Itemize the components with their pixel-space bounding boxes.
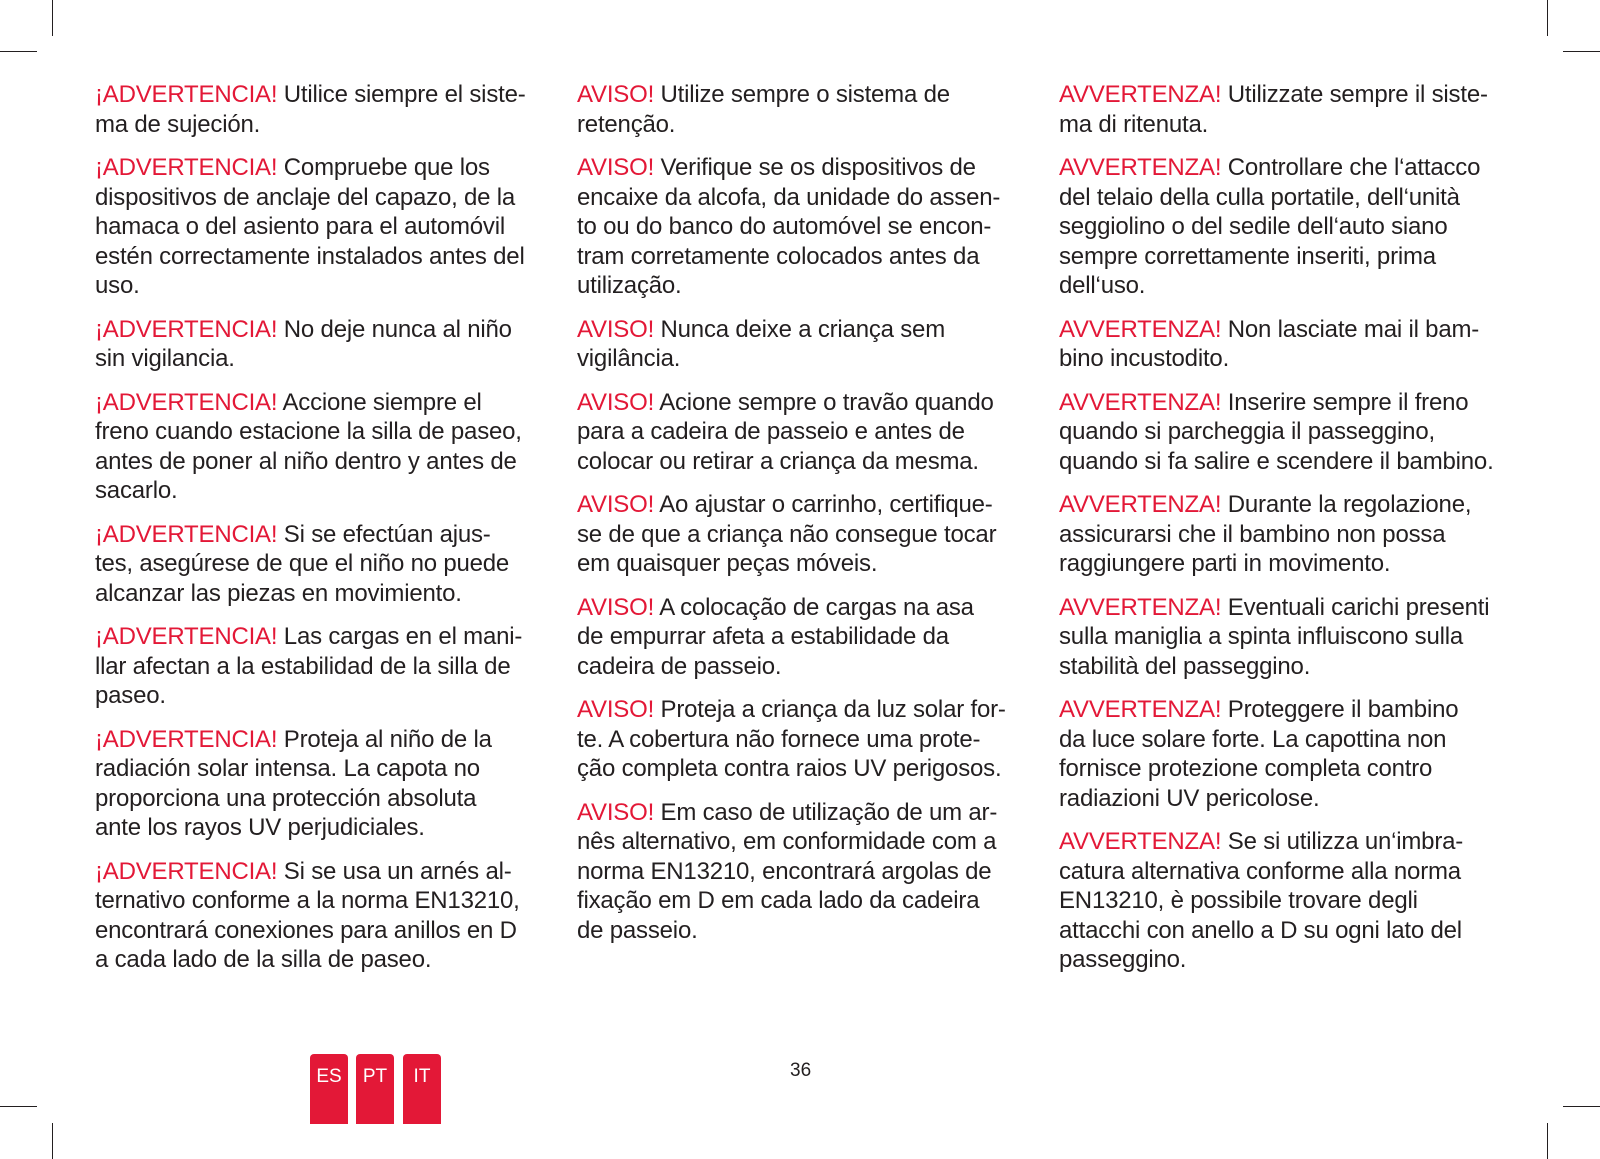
warning-label: ¡ADVERTENCIA! <box>95 315 278 343</box>
warning-paragraph <box>1059 593 1509 682</box>
warning-paragraph <box>577 153 1027 301</box>
warning-paragraph <box>1059 695 1509 813</box>
warning-label: ¡ADVERTENCIA! <box>95 857 278 885</box>
warning-text: Las cargas en el mani- llar afectan a la estabilidad de la silla de paseo. <box>95 623 523 709</box>
warning-label: AVVERTENZA! <box>1059 696 1222 723</box>
column-portuguese <box>577 80 1027 959</box>
warning-text: Utilice siempre el siste- ma de sujeción. <box>95 81 526 138</box>
warning-paragraph <box>1059 315 1509 374</box>
warning-text: Utilize sempre o sistema de retenção. <box>577 81 950 138</box>
warning-paragraph <box>577 695 1027 784</box>
warning-text: Accione siempre el freno cuando estacione la silla de paseo, antes de poner al niño dentro y antes de sacarlo. <box>95 388 522 504</box>
warning-paragraph <box>577 490 1027 579</box>
warning-label: AVISO! <box>577 388 655 416</box>
warning-label: AVVERTENZA! <box>1059 154 1222 181</box>
warning-label: AVVERTENZA! <box>1059 593 1222 621</box>
warning-label: ¡ADVERTENCIA! <box>95 725 278 753</box>
warning-text: Proteggere il bambino da luce solare forte. La capottina non fornisce protezione completa contro radiazioni UV pericolose. <box>1059 696 1459 812</box>
warning-text: Compruebe que los dispositivos de anclaje del capazo, de la hamaca o del asiento para el automóvil estén correctamente instalados antes del uso. <box>95 154 525 299</box>
warning-label: AVVERTENZA! <box>1059 491 1222 518</box>
column-spanish <box>95 80 545 989</box>
crop-mark <box>1563 51 1600 52</box>
warning-paragraph <box>95 388 545 506</box>
warning-paragraph <box>1059 827 1509 975</box>
warning-paragraph <box>577 798 1027 946</box>
warning-text: Acione sempre o travão quando para a cadeira de passeio e antes de colocar ou retirar a criança da mesma. <box>577 388 994 475</box>
warning-paragraph <box>95 153 545 301</box>
warning-label: ¡ADVERTENCIA! <box>95 81 278 108</box>
crop-mark <box>0 51 37 52</box>
warning-label: ¡ADVERTENCIA! <box>95 388 278 416</box>
warning-paragraph <box>577 315 1027 374</box>
warning-text: Proteja a criança da luz solar for- te. A cobertura não fornece uma prote- ção completa contra raios UV perigosos. <box>577 696 1006 782</box>
warning-paragraph <box>95 80 545 139</box>
warning-label: AVVERTENZA! <box>1059 388 1222 416</box>
warning-label: AVISO! <box>577 81 655 108</box>
warning-text: Durante la regolazione, assicurarsi che il bambino non possa raggiungere parti in movimento. <box>1059 491 1472 577</box>
crop-mark <box>1563 1106 1600 1107</box>
warning-paragraph <box>1059 153 1509 301</box>
warning-text: Si se efectúan ajus- tes, asegúrese de que el niño no puede alcanzar las piezas en movimiento. <box>95 520 510 607</box>
warning-paragraph <box>1059 80 1509 139</box>
warning-paragraph <box>95 315 545 374</box>
warning-text: Utilizzate sempre il siste- ma di ritenuta. <box>1059 81 1488 138</box>
crop-mark <box>1547 0 1548 36</box>
warning-label: AVISO! <box>577 593 655 621</box>
warning-text: Verifique se os dispositivos de encaixe da alcofa, da unidade do assen- to ou do banco do automóvel se encon- tram corretamente colocados antes da utilização. <box>577 154 1001 299</box>
warning-paragraph <box>577 388 1027 477</box>
warning-paragraph <box>95 725 545 843</box>
warning-label: ¡ADVERTENCIA! <box>95 154 278 181</box>
warning-label: AVVERTENZA! <box>1059 81 1222 108</box>
crop-mark <box>0 1106 37 1107</box>
warning-text: Eventuali carichi presenti sulla maniglia a spinta influiscono sulla stabilità del passeggino. <box>1059 593 1490 680</box>
warning-label: AVISO! <box>577 798 655 826</box>
page-number: 36 <box>790 1060 812 1081</box>
column-italian <box>1059 80 1509 989</box>
warning-label: ¡ADVERTENCIA! <box>95 520 278 548</box>
warning-text: No deje nunca al niño sin vigilancia. <box>95 315 512 372</box>
crop-mark <box>1547 1123 1548 1159</box>
warning-label: ¡ADVERTENCIA! <box>95 623 278 650</box>
warning-text: Proteja al niño de la radiación solar intensa. La capota no proporciona una protección absoluta ante los rayos UV perjudiciales. <box>95 725 492 841</box>
warning-text: Ao ajustar o carrinho, certifique- se de que a criança não consegue tocar em quaisquer peças móveis. <box>577 491 997 577</box>
warning-text: Si se usa un arnés al- ternativo conforme a la norma EN13210, encontrará conexiones para anillos en D a cada lado de la silla de paseo. <box>95 857 520 973</box>
warning-paragraph <box>95 622 545 711</box>
warning-text: Non lasciate mai il bam- bino incustodito. <box>1059 315 1480 372</box>
warning-text: Nunca deixe a criança sem vigilância. <box>577 315 945 372</box>
warning-text: A colocação de cargas na asa de empurrar afeta a estabilidade da cadeira de passeio. <box>577 593 974 680</box>
warning-label: AVISO! <box>577 491 655 518</box>
warning-text: Em caso de utilização de um ar- nês alternativo, em conformidade com a norma EN13210, encontrará argolas de fixação em D em cada lado da cadeira de passeio. <box>577 798 998 944</box>
warning-paragraph <box>95 520 545 609</box>
warning-text: Inserire sempre il freno quando si parcheggia il passeggino, quando si fa salire e scendere il bambino. <box>1059 388 1494 475</box>
warning-paragraph <box>1059 388 1509 477</box>
warning-text: Se si utilizza un‘imbra- catura alternativa conforme alla norma EN13210, è possibile trovare degli attacchi con anello a D su ogni lato del passeggino. <box>1059 828 1464 973</box>
warning-label: AVISO! <box>577 696 655 723</box>
crop-mark <box>52 1123 53 1159</box>
language-tab-it[interactable]: IT <box>403 1054 441 1124</box>
warning-label: AVISO! <box>577 154 655 181</box>
warning-paragraph <box>1059 490 1509 579</box>
crop-mark <box>52 0 53 36</box>
warning-paragraph <box>95 857 545 975</box>
language-tab-es[interactable]: ES <box>310 1054 348 1124</box>
warning-paragraph <box>577 80 1027 139</box>
warning-label: AVVERTENZA! <box>1059 315 1222 343</box>
warning-paragraph <box>577 593 1027 682</box>
warning-text: Controllare che l‘attacco del telaio della culla portatile, dell‘unità seggiolino o del sedile dell‘auto siano sempre correttamente inseriti, prima dell‘uso. <box>1059 154 1481 299</box>
language-tab-pt[interactable]: PT <box>356 1054 394 1124</box>
warning-label: AVVERTENZA! <box>1059 828 1222 855</box>
warning-label: AVISO! <box>577 315 655 343</box>
